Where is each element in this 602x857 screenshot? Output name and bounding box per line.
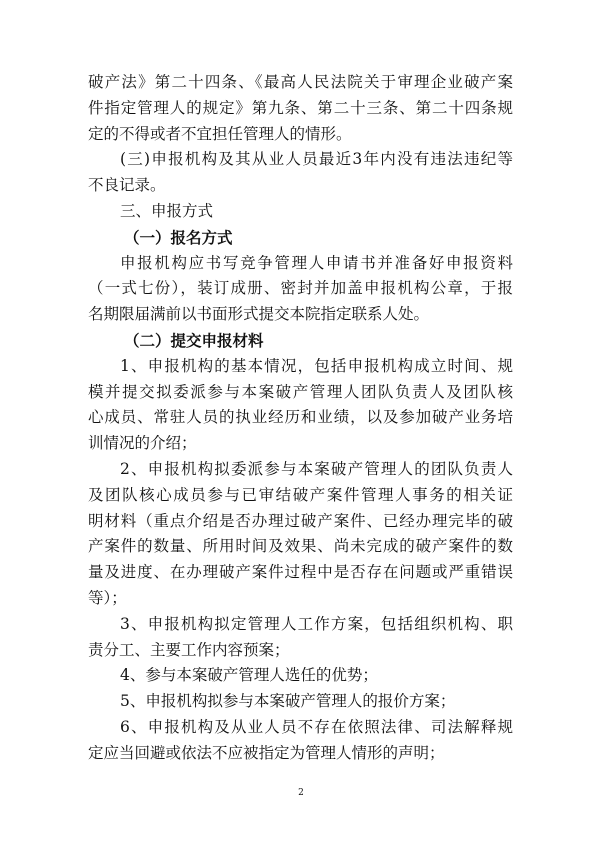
text-line: 模并提交拟委派参与本案破产管理人团队负责人及团队核: [88, 382, 513, 401]
text-line: 申报机构应书写竞争管理人申请书并准备好申报资料: [120, 253, 513, 272]
section-subheading: （二）提交申报材料: [124, 330, 264, 350]
text-line: 及团队核心成员参与已审结破产案件管理人事务的相关证: [88, 485, 513, 504]
text-line: 1、申报机构的基本情况，包括申报机构成立时间、规: [120, 356, 513, 375]
text-line: 等）；: [88, 588, 127, 607]
text-line: 产案件的数量、所用时间及效果、尚未完成的破产案件的数: [88, 537, 513, 556]
text-line: 心成员、常驻人员的执业经历和业绩，以及参加破产业务培: [88, 408, 513, 427]
text-line: 6、申报机构及从业人员不存在依照法律、司法解释规: [120, 717, 513, 736]
document-body: [88, 70, 513, 767]
text-line: 不良记录。: [88, 176, 166, 195]
text-line: 3、申报机构拟定管理人工作方案，包括组织机构、职: [120, 614, 513, 633]
text-line: 5、申报机构拟参与本案破产管理人的报价方案；: [120, 692, 456, 711]
text-line: 件指定管理人的规定》第九条、第二十三条、第二十四条规: [88, 98, 513, 117]
text-line: （一式七份），装订成册、密封并加盖申报机构公章，于报: [88, 279, 513, 298]
section-subheading: （一）报名方式: [124, 227, 233, 247]
text-line: 名期限届满前以书面形式提交本院指定联系人处。: [88, 305, 430, 324]
text-line: 定的不得或者不宜担任管理人的情形。: [88, 124, 352, 143]
text-line: 2、申报机构拟委派参与本案破产管理人的团队负责人: [120, 459, 513, 478]
text-line: 明材料（重点介绍是否办理过破产案件、已经办理完毕的破: [88, 511, 513, 530]
text-line: 4、参与本案破产管理人选任的优势；: [120, 666, 378, 685]
text-line: 训情况的介绍；: [88, 434, 197, 453]
text-line: 三、申报方式: [120, 201, 214, 220]
text-line: 破产法》第二十四条、《最高人民法院关于审理企业破产案: [88, 73, 513, 91]
text-line: 定应当回避或依法不应被指定为管理人情形的声明；: [88, 743, 445, 762]
text-line: 责分工、主要工作内容预案；: [88, 640, 290, 659]
text-line: 量及进度、在办理破产案件过程中是否存在问题或严重错误: [88, 563, 513, 582]
page-number: 2: [298, 788, 304, 798]
text-line: (三)申报机构及其从业人员最近3年内没有违法违纪等: [120, 150, 513, 169]
